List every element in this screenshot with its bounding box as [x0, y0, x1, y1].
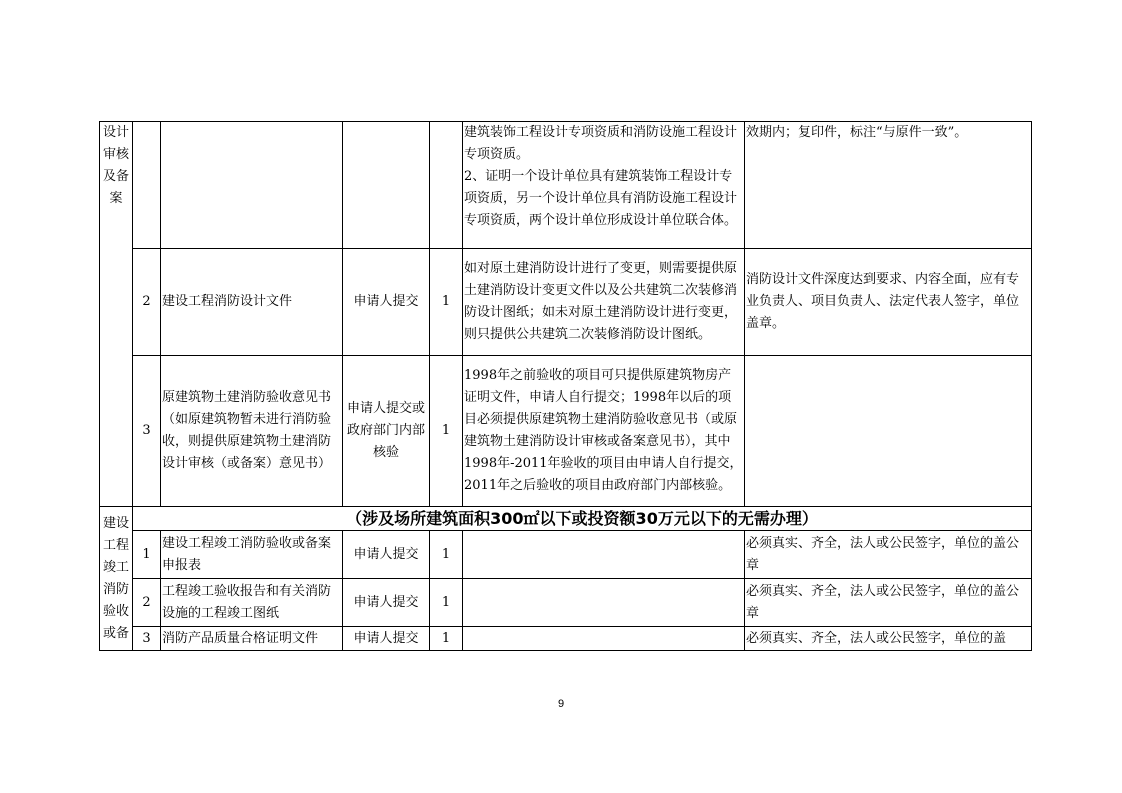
- requirement-cell: 效期内；复印件，标注“与原件一致”。: [745, 122, 1032, 249]
- requirements-table: [99, 121, 1032, 651]
- seq-cell: 2: [133, 249, 161, 356]
- source-cell: 申请人提交: [343, 627, 430, 651]
- page-number: 9: [557, 698, 565, 710]
- table-row: [100, 249, 1032, 356]
- table-row: [100, 531, 1032, 579]
- detail-cell: 1998年之前验收的项目可只提供原建筑物房产证明文件，申请人自行提交；1998年以后的项目必须提供原建筑物土建消防验收意见书（或原建筑物土建消防设计审核或备案意见书），其中1998年-2011年验收的项目由申请人自行提交，2011年之后验收的项目由政府部门内部核验。: [463, 356, 745, 507]
- source-cell: 申请人提交: [343, 579, 430, 627]
- detail-cell: [463, 579, 745, 627]
- seq-cell: [133, 122, 161, 249]
- detail-cell: 建筑装饰工程设计专项资质和消防设施工程设计专项资质。 2、证明一个设计单位具有建筑装饰工程设计专项资质，另一个设计单位具有消防设施工程设计专项资质，两个设计单位形成设计单位联合体。: [463, 122, 745, 249]
- count-cell: 1: [430, 356, 463, 507]
- seq-cell: 3: [133, 627, 161, 651]
- material-name-cell: [161, 122, 343, 249]
- seq-cell: 1: [133, 531, 161, 579]
- requirement-cell: 消防设计文件深度达到要求、内容全面，应有专业负责人、项目负责人、法定代表人签字，单位盖章。: [745, 249, 1032, 356]
- requirement-cell: 必须真实、齐全，法人或公民签字，单位的盖公章: [745, 579, 1032, 627]
- detail-cell: [463, 531, 745, 579]
- source-cell: [343, 122, 430, 249]
- requirement-cell: 必须真实、齐全，法人或公民签字，单位的盖公章: [745, 531, 1032, 579]
- seq-cell: 3: [133, 356, 161, 507]
- table-row: [100, 627, 1032, 651]
- table-row: [100, 356, 1032, 507]
- material-name-cell: 建设工程消防设计文件: [161, 249, 343, 356]
- section-label-acceptance: 建设 工程 竣工 消防 验收 或备: [100, 507, 133, 651]
- source-cell: 申请人提交: [343, 531, 430, 579]
- count-cell: 1: [430, 627, 463, 651]
- requirement-cell: [745, 356, 1032, 507]
- seq-cell: 2: [133, 579, 161, 627]
- material-name-cell: 工程竣工验收报告和有关消防设施的工程竣工图纸: [161, 579, 343, 627]
- table-row: [100, 507, 1032, 531]
- count-cell: [430, 122, 463, 249]
- detail-cell: 如对原土建消防设计进行了变更，则需要提供原土建消防设计变更文件以及公共建筑二次装修消防设计图纸；如未对原土建消防设计进行变更，则只提供公共建筑二次装修消防设计图纸。: [463, 249, 745, 356]
- source-cell: 申请人提交或政府部门内部核验: [343, 356, 430, 507]
- source-cell: 申请人提交: [343, 249, 430, 356]
- exemption-note: （涉及场所建筑面积300㎡以下或投资额30万元以下的无需办理）: [133, 507, 1032, 531]
- material-name-cell: 原建筑物土建消防验收意见书（如原建筑物暂未进行消防验收，则提供原建筑物土建消防设计审核（或备案）意见书）: [161, 356, 343, 507]
- section-label-design-review: 设计 审核 及备 案: [100, 122, 133, 507]
- table-row: [100, 579, 1032, 627]
- detail-cell: [463, 627, 745, 651]
- count-cell: 1: [430, 531, 463, 579]
- count-cell: 1: [430, 579, 463, 627]
- material-name-cell: 消防产品质量合格证明文件: [161, 627, 343, 651]
- requirement-cell: 必须真实、齐全，法人或公民签字，单位的盖: [745, 627, 1032, 651]
- table-row: [100, 122, 1032, 249]
- material-name-cell: 建设工程竣工消防验收或备案申报表: [161, 531, 343, 579]
- count-cell: 1: [430, 249, 463, 356]
